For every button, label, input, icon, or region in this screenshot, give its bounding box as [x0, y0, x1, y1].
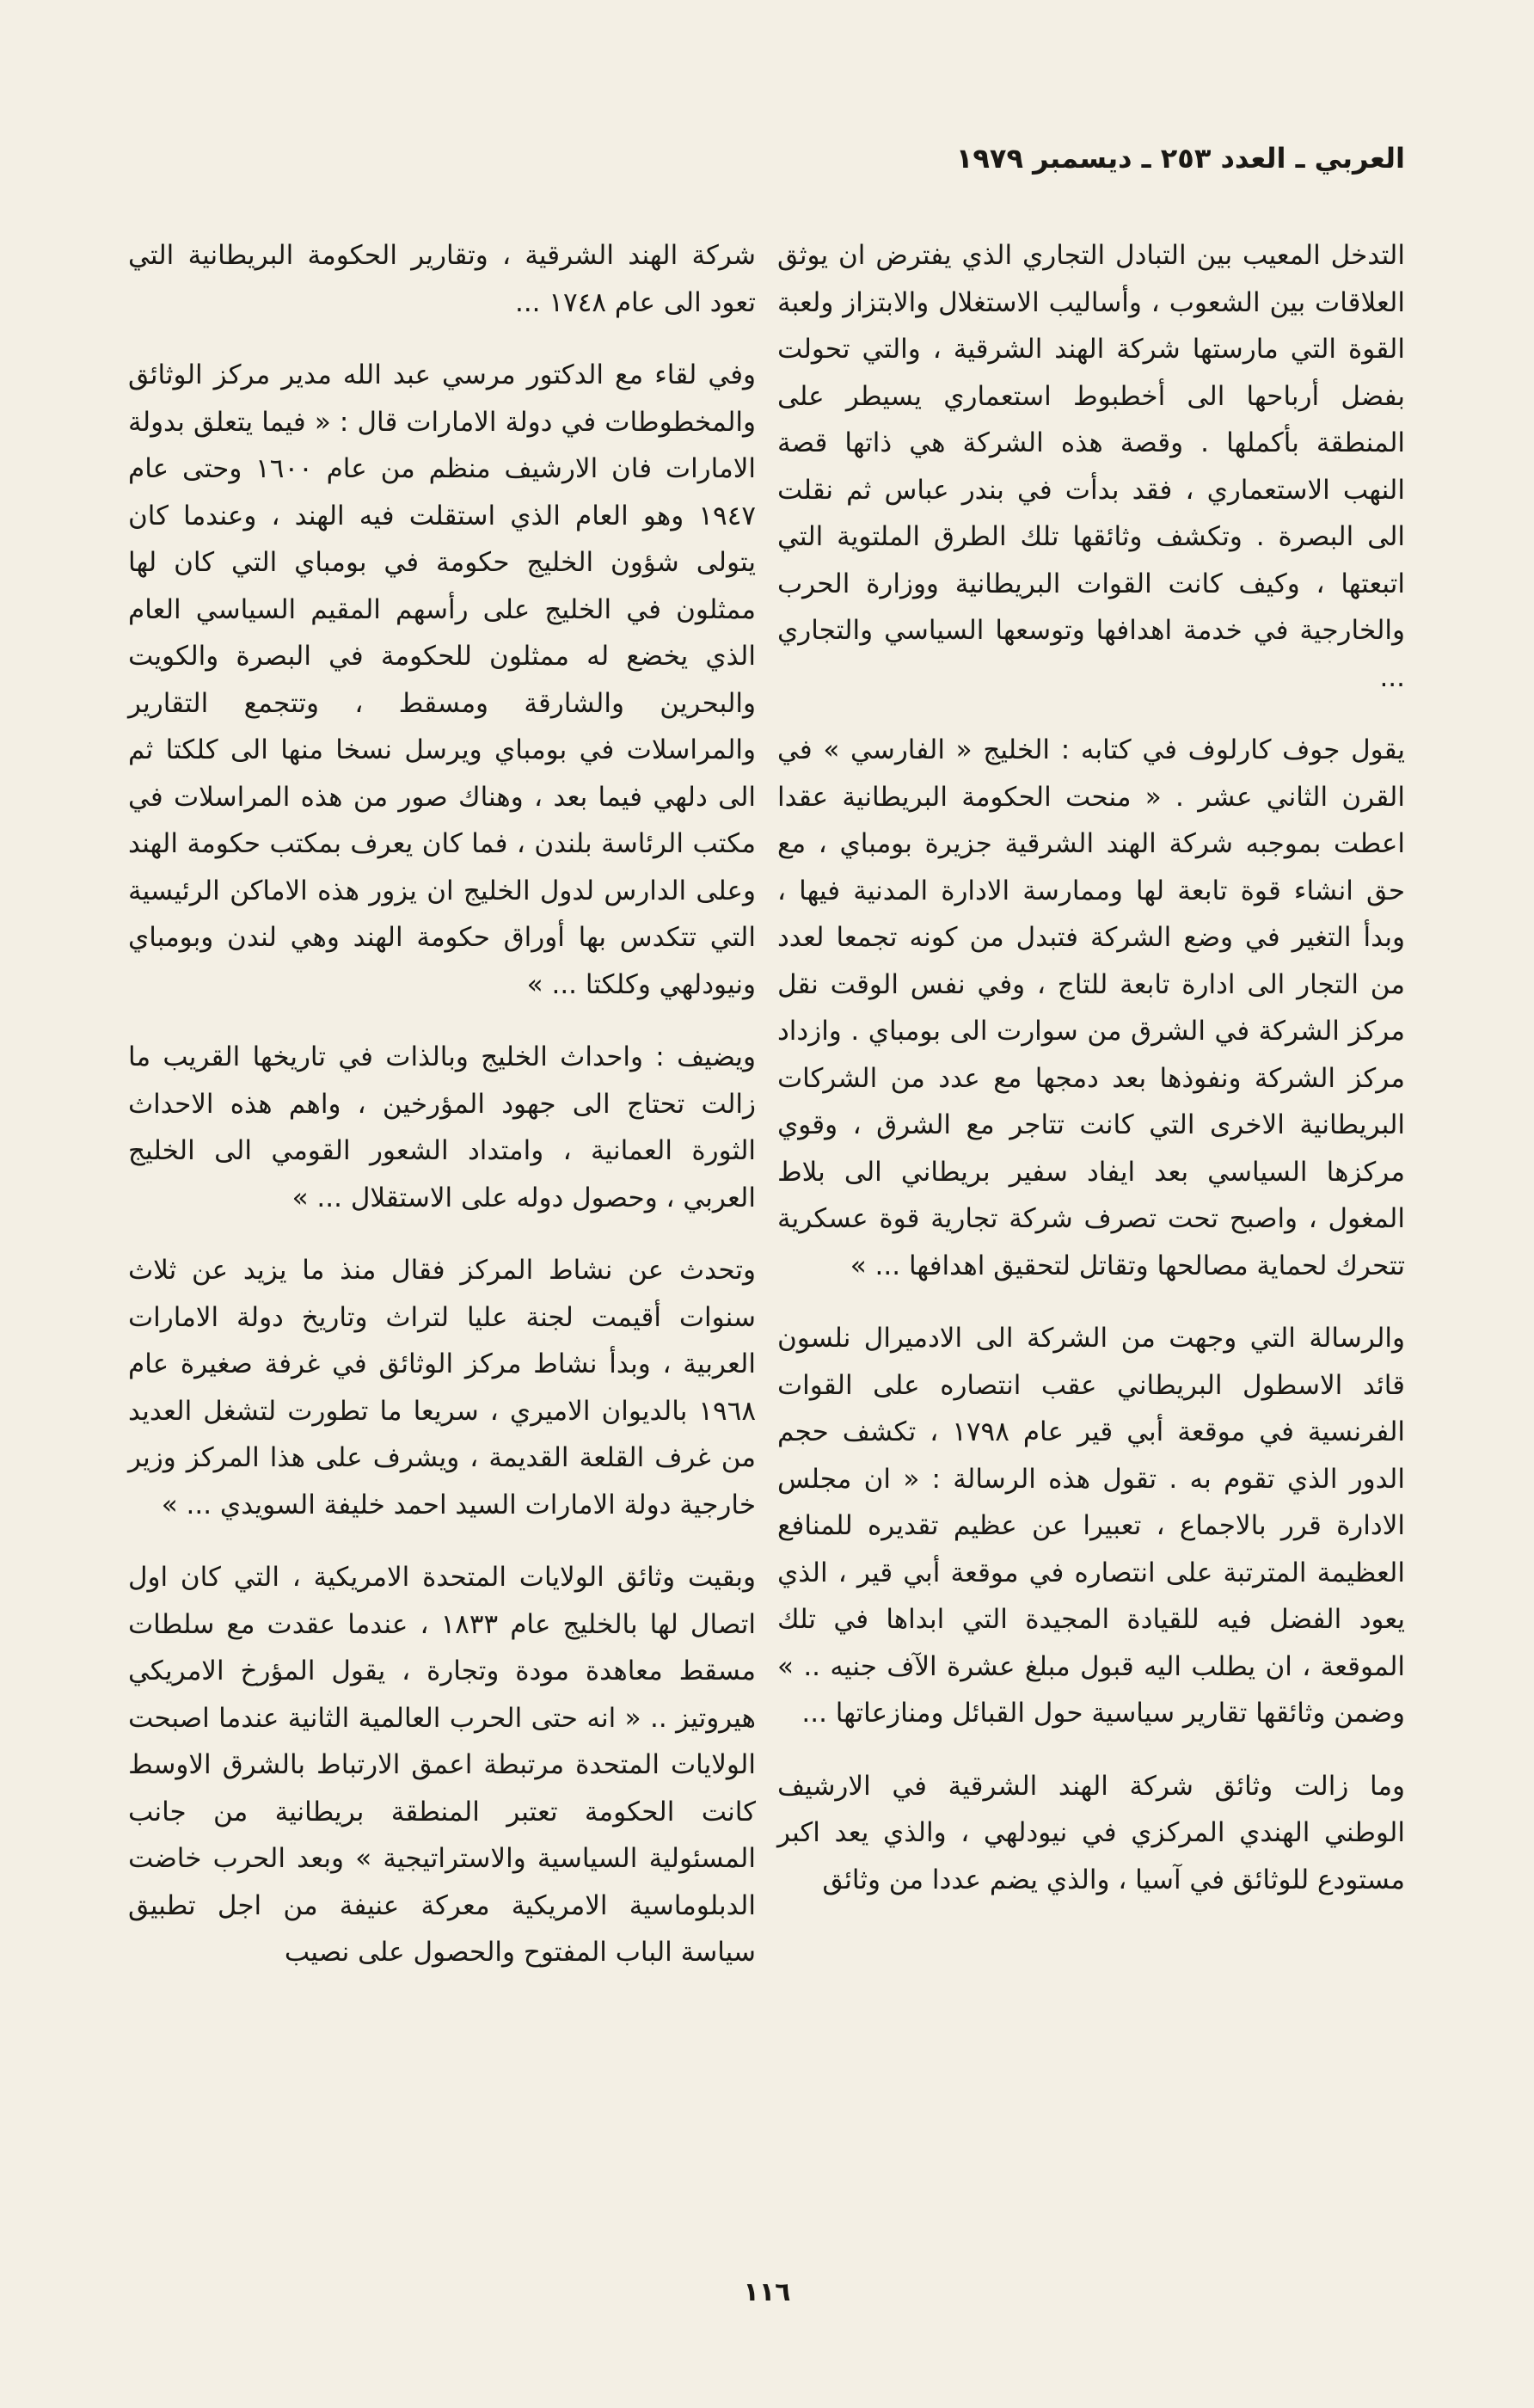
paragraph: وتحدث عن نشاط المركز فقال منذ ما يزيد عن ثلاث سنوات أقيمت لجنة عليا لتراث وتاريخ دولة الامارات العربية ، وبدأ نشاط مركز الوثائق في غرفة صغيرة عام ١٩٦٨ بالديوان الاميري ، سريعا ما تطورت لتشغل العديد من غرف القلعة القديمة ، ويشرف على هذا المركز وزير خارجية دولة الامارات السيد احمد خليفة السويدي ... »	[128, 1255, 756, 1520]
column-right	[777, 232, 1405, 1929]
paragraph: شركة الهند الشرقية ، وتقارير الحكومة البريطانية التي تعود الى عام ١٧٤٨ ...	[128, 240, 756, 318]
running-header: العربي ـ العدد ٢٥٣ ـ ديسمبر ١٩٧٩	[955, 142, 1405, 175]
paragraph: وفي لقاء مع الدكتور مرسي عبد الله مدير مركز الوثائق والمخطوطات في دولة الامارات قال : « فيما يتعلق بدولة الامارات فان الارشيف منظم من عام ١٦٠٠ وحتى عام ١٩٤٧ وهو العام الذي استقلت فيه الهند ، وعندما كان يتولى شؤون الخليج حكومة في بومباي التي كان لها ممثلون في الخليج على رأسهم المقيم السياسي العام الذي يخضع له ممثلون للحكومة في البصرة والكويت والبحرين والشارقة ومسقط ، وتتجمع التقارير والمراسلات في بومباي ويرسل نسخا منها الى كلكتا ثم الى دلهي فيما بعد ، وهناك صور من هذه المراسلات في مكتب الرئاسة بلندن ، فما كان يعرف بمكتب حكومة الهند وعلى الدارس لدول الخليج ان يزور هذه الاماكن الرئيسية التي تتكدس بها أوراق حكومة الهند وهي لندن وبومباي ونيودلهي وكلكتا ... »	[128, 359, 756, 1000]
paragraph: والرسالة التي وجهت من الشركة الى الادميرال نلسون قائد الاسطول البريطاني عقب انتصاره على القوات الفرنسية في موقعة أبي قير عام ١٧٩٨ ، تكشف حجم الدور الذي تقوم به . تقول هذه الرسالة : « ان مجلس الادارة قرر بالاجماع ، تعبيرا عن عظيم تقديره للمنافع العظيمة المترتبة على انتصاره في موقعة أبي قير ، الذي يعود الفضل فيه للقيادة المجيدة التي ابداها في تلك الموقعة ، ان يطلب اليه قبول مبلغ عشرة الآف جنيه .. » وضمن وثائقها تقارير سياسية حول القبائل ومنازعاتها ...	[777, 1323, 1405, 1729]
paragraph: التدخل المعيب بين التبادل التجاري الذي يفترض ان يوثق العلاقات بين الشعوب ، وأساليب الاستغلال والابتزاز ولعبة القوة التي مارستها شركة الهند الشرقية ، والتي تحولت بفضل أرباحها الى أخطبوط استعماري يسيطر على المنطقة بأكملها . وقصة هذه الشركة هي ذاتها قصة النهب الاستعماري ، فقد بدأت في بندر عباس ثم نقلت الى البصرة . وتكشف وثائقها تلك الطرق الملتوية التي اتبعتها ، وكيف كانت القوات البريطانية ووزارة الحرب والخارجية في خدمة اهدافها وتوسعها السياسي والتجاري ...	[777, 240, 1405, 693]
paragraph: ويضيف : واحداث الخليج وبالذات في تاريخها القريب ما زالت تحتاج الى جهود المؤرخين ، واهم هذه الاحداث الثورة العمانية ، وامتداد الشعور القومي الى الخليج العربي ، وحصول دوله على الاستقلال ... »	[128, 1041, 756, 1213]
page-number: ١١٦	[743, 2277, 791, 2307]
paragraph: وما زالت وثائق شركة الهند الشرقية في الارشيف الوطني الهندي المركزي في نيودلهي ، والذي يعد اكبر مستودع للوثائق في آسيا ، والذي يضم عددا من وثائق	[777, 1770, 1405, 1895]
column-left	[128, 232, 756, 2002]
paragraph: يقول جوف كارلوف في كتابه : الخليج « الفارسي » في القرن الثاني عشر . « منحت الحكومة البريطانية عقدا اعطت بموجبه شركة الهند الشرقية جزيرة بومباي ، مع حق انشاء قوة تابعة لها وممارسة الادارة المدنية فيها ، وبدأ التغير في وضع الشركة فتبدل من كونه تجمعا لعدد من التجار الى ادارة تابعة للتاج ، وفي نفس الوقت نقل مركز الشركة في الشرق من سوارت الى بومباي . وازداد مركز الشركة ونفوذها بعد دمجها مع عدد من الشركات البريطانية الاخرى التي كانت تتاجر مع الشرق ، وقوي مركزها السياسي بعد ايفاد سفير بريطاني الى بلاط المغول ، واصبح تحت تصرف شركة تجارية قوة عسكرية تتحرك لحماية مصالحها وتقاتل لتحقيق اهدافها ... »	[777, 734, 1405, 1281]
paragraph: وبقيت وثائق الولايات المتحدة الامريكية ، التي كان اول اتصال لها بالخليج عام ١٨٣٣ ، عندما عقدت مع سلطات مسقط معاهدة مودة وتجارة ، يقول المؤرخ الامريكي هيروتيز .. « انه حتى الحرب العالمية الثانية عندما اصبحت الولايات المتحدة مرتبطة اعمق الارتباط بالشرق الاوسط كانت الحكومة تعتبر المنطقة بريطانية من جانب المسئولية السياسية والاستراتيجية » وبعد الحرب خاضت الدبلوماسية الامريكية معركة عنيفة من اجل تطبيق سياسة الباب المفتوح والحصول على نصيب	[128, 1562, 757, 1968]
